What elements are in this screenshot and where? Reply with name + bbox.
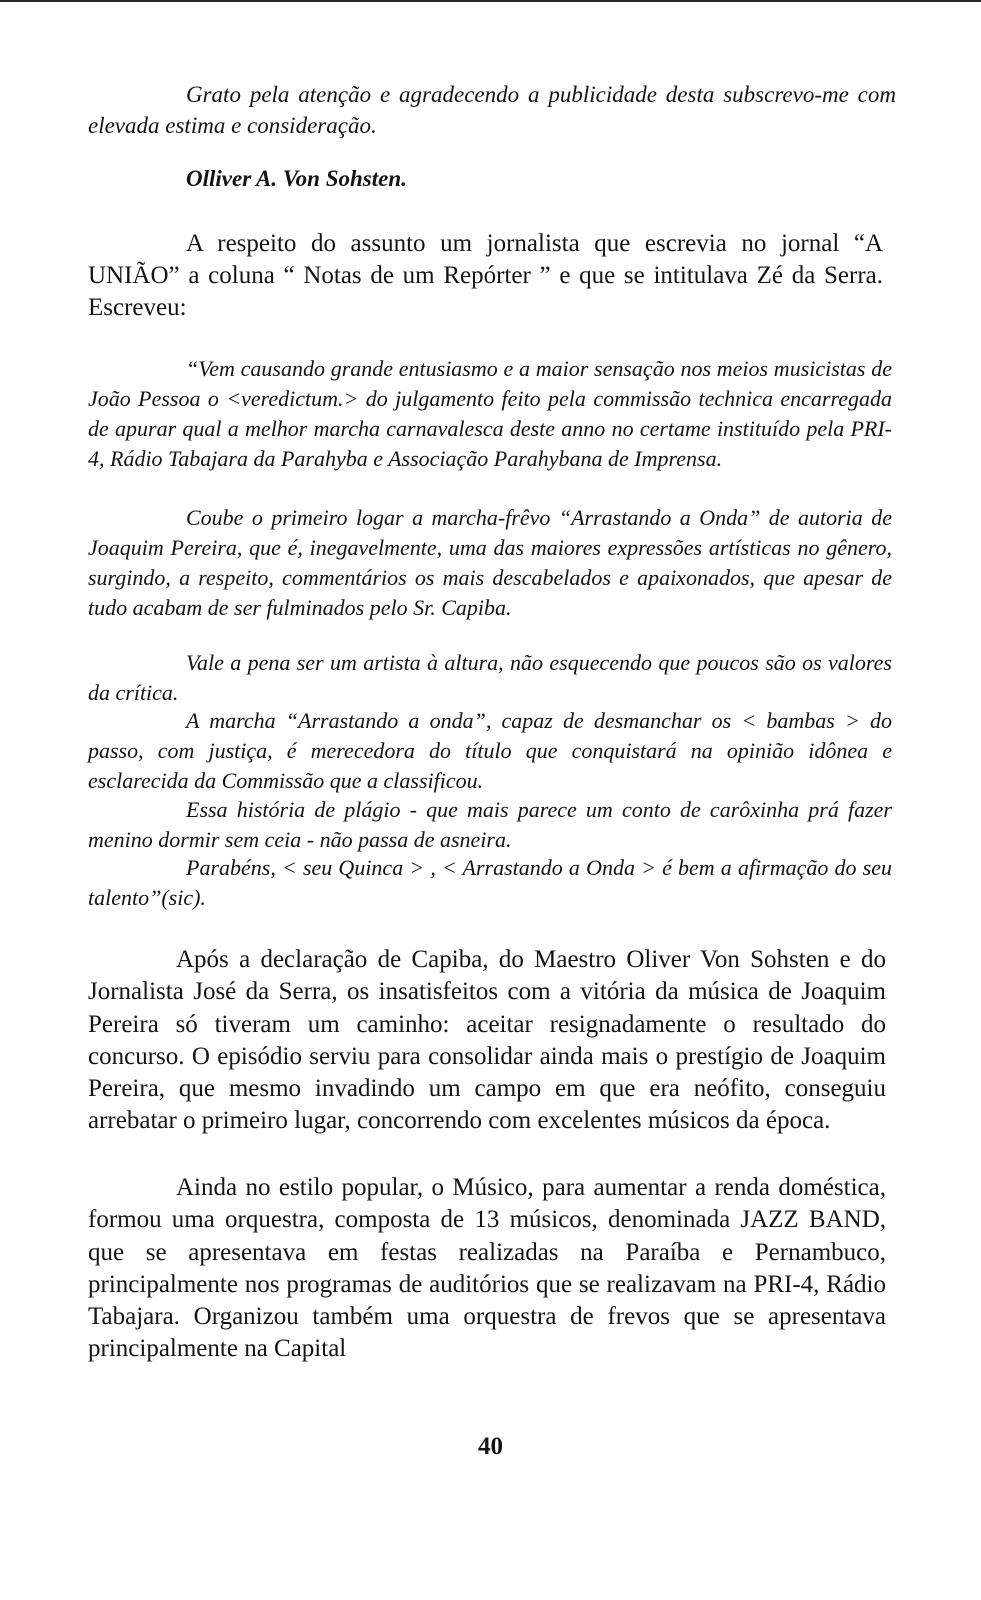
body-paragraph: Ainda no estilo popular, o Músico, para aumentar a renda doméstica, formou uma orquestra, composta de 13 músicos, denominada JAZZ BAND, que se apresentava em festas realizadas na Paraíba e Pernambuco, principalmente nos programas de auditórios que se realizavam na PRI-4, Rádio Tabajara. Organizou também uma orquestra de frevos que se apresentava principalmente na Capital xyxy=(88,1174,886,1363)
intro-paragraph: A respeito do assunto um jornalista que escrevia no jornal “A UNIÃO” a coluna “ Notas de um Repórter ” e que se intitulava Zé da Serra. Escreveu: xyxy=(88,230,883,321)
quote-paragraph: “Vem causando grande entusiasmo e a maior sensação nos meios musicistas de João Pessoa o <veredictum.> do julgamento feito pela commissão technica encarregada de apurar qual a melhor marcha carnavalesca deste anno no certame instituído pela PRI-4, Rádio Tabajara da Parahyba e Associação Parahybana de Imprensa. xyxy=(88,356,892,471)
quote-paragraph: Parabéns, < seu Quinca > , < Arrastando a Onda > é bem a afirmação do seu talento”(sic). xyxy=(88,855,892,910)
body-paragraph: Após a declaração de Capiba, do Maestro Oliver Von Sohsten e do Jornalista José da Serra, os insatisfeitos com a vitória da música de Joaquim Pereira só tiveram um caminho: aceitar resignadamente o resultado do concurso. O episódio serviu para consolidar ainda mais o prestígio de Joaquim Pereira, que mesmo invadindo um campo em que era neófito, conseguiu arrebatar o primeiro lugar, concorrendo com excelentes músicos da época. xyxy=(88,946,886,1135)
quote-paragraph: Essa história de plágio - que mais parece um conto de carôxinha prá fazer menino dormir sem ceia - não passa de asneira. xyxy=(88,797,892,852)
signature: Olliver A. Von Sohsten. xyxy=(186,166,407,191)
quote-paragraph: Vale a pena ser um artista à altura, não esquecendo que poucos são os valores da crítica. xyxy=(88,650,892,705)
top-border-line xyxy=(0,0,981,2)
page-number: 40 xyxy=(478,1433,503,1460)
quote-paragraph: Coube o primeiro logar a marcha-frêvo “Arrastando a Onda” de autoria de Joaquim Pereira, que é, inegavelmente, uma das maiores expressões artísticas no gênero, surgindo, a respeito, commentários os mais descabelados e apaixonados, que apesar de tudo acabam de ser fulminados pelo Sr. Capiba. xyxy=(88,505,892,620)
quote-paragraph: A marcha “Arrastando a onda”, capaz de desmanchar os < bambas > do passo, com justiça, é merecedora do título que conquistará na opinião idônea e esclarecida da Commissão que a classificou. xyxy=(88,708,892,793)
closing-paragraph: Grato pela atenção e agradecendo a publicidade desta subscrevo-me com elevada estima e consideração. xyxy=(88,82,896,138)
